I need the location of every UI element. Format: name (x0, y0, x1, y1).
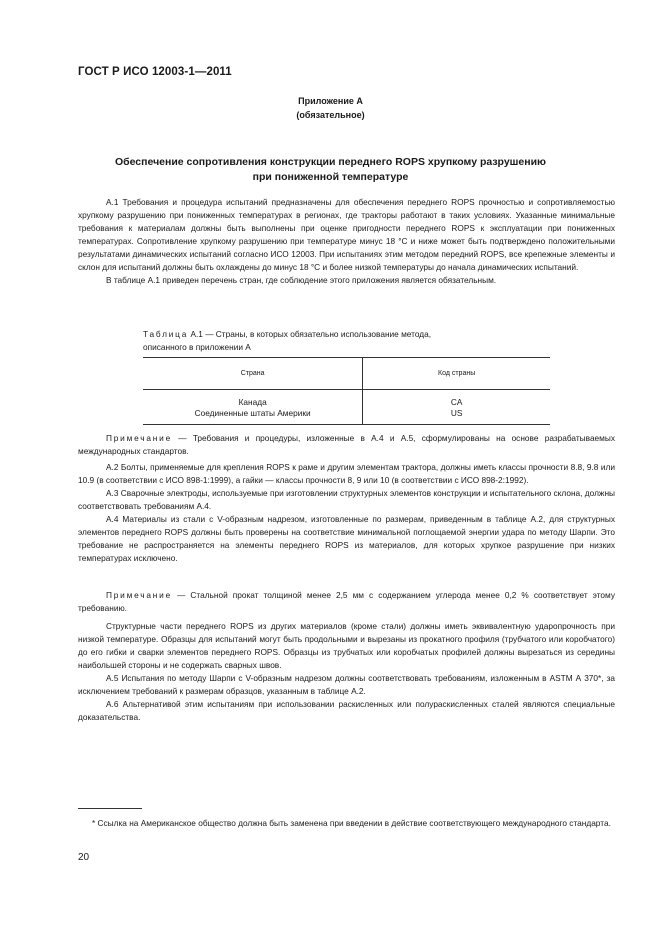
country-code-cell (363, 390, 550, 425)
table-header-row (143, 358, 550, 390)
note-2-label: Примечание (106, 590, 173, 600)
paragraph-a5: А.5 Испытания по методу Шарпи с V-образным надрезом должны соответствовать требованиям, изложенным в ASTM А 370*, за исключением требований к размерам образцов, указанным в таблице А.2. (78, 673, 615, 696)
note-1-label: Примечание (106, 433, 173, 443)
note-2 (78, 589, 615, 615)
table-row (143, 390, 550, 425)
annex-heading (0, 94, 661, 122)
column-header-country: Страна (143, 358, 363, 390)
column-header-country-code: Код страны (363, 358, 550, 390)
footnote: * Ссылка на Американское общество должна быть заменена при введении в действие соответствующего международного стандарта. (92, 818, 611, 828)
document-header-code: ГОСТ Р ИСО 12003-1—2011 (78, 66, 232, 78)
paragraph-a1: А.1 Требования и процедура испытаний предназначены для обеспечения переднего ROPS прочностью и сопротивляемостью хрупкому разрушению при пониженных температурах в регионах, где тракторы работают в таких условиях. Указанные минимальные требования к материалам должны быть выполнены при оценке пригодности переднего ROPS к эксплуатации при пониженных температурах. Сопротивление хрупкому разрушению при температуре минус 18 °С и ниже может быть подтверждено положительными результатами динамических испытаний согласно ИСО 12003. При испытаниях этим методом передний ROPS, все крепежные элементы и склон для испытаний должны быть охлаждены до минус 18 °С и более низкой температуры до начала динамических испытаний. (78, 197, 615, 272)
table-caption (143, 328, 563, 354)
table-caption-text: А.1 — Страны, в которых обязательно использование метода, (188, 329, 432, 339)
section-title-line1: Обеспечение сопротивления конструкции переднего ROPS хрупкому разрушению (114, 156, 547, 168)
body-block-notes-a2-a4 (78, 432, 615, 565)
section-title-line2: при пониженной температуре (252, 171, 409, 183)
body-block-a1 (78, 196, 615, 287)
note-2-text: — Стальной прокат толщиной менее 2,5 мм с содержанием углерода менее 0,2 % соответствует этому требованию. (78, 590, 615, 613)
body-block-note2-a6 (78, 589, 615, 724)
note-1 (78, 432, 615, 458)
annex-status: (обязательное) (296, 110, 365, 120)
paragraph-a4: А.4 Материалы из стали с V-образным надрезом, изготовленные по размерам, приведенным в таблице А.2, для структурных элементов переднего ROPS должны быть проверены на соответствие минимальной поглощаемой энергии удара по методу Шарпи. Это требование не распространяется на элементы переднего ROPS из материалов, для которых хрупкое разрушение при низких температурах исключено. (78, 514, 615, 563)
countries-table (143, 357, 550, 425)
country-name: Соединенные штаты Америки (194, 408, 311, 418)
country-code: CA (450, 397, 463, 407)
table-caption-line2: описанного в приложении А (143, 342, 251, 352)
country-name: Канада (238, 397, 267, 407)
paragraph-structural-parts: Структурные части переднего ROPS из других материалов (кроме стали) должны иметь эквивалентную ударопрочность при низкой температуре. Образцы для испытаний могут быть продольными и вырезаны из прокатного профиля (трубчатого или коробчатого) до его гибки и сварки элементов переднего ROPS. Образцы из трубчатых или коробчатых профилей должны вырезаться из середины наибольшей стороны и не содержать сварных швов. (78, 621, 615, 670)
paragraph-a3: А.3 Сварочные электроды, используемые при изготовлении структурных элементов конструкции и испытательного склона, должны соответствовать требованиям А.4. (78, 488, 615, 511)
page-number: 20 (78, 852, 90, 863)
section-title (60, 155, 601, 185)
footnote-separator (78, 808, 142, 809)
paragraph-a2: А.2 Болты, применяемые для крепления ROPS к раме и другим элементам трактора, должны иметь классы прочности 8.8, 9.8 или 10.9 (в соответствии с ИСО 898-1:1999), а гайки — классы прочности 8, 9 или 10 (в соответствии с ИСО 898-2:1992). (78, 462, 615, 485)
annex-title: Приложение А (298, 96, 363, 106)
table-caption-label: Таблица (143, 329, 189, 339)
paragraph-a1-table-reference: В таблице А.1 приведен перечень стран, где соблюдение этого приложения является обязательным. (106, 275, 497, 285)
country-code: US (450, 408, 463, 418)
note-1-text: — Требования и процедуры, изложенные в А.4 и А.5, сформулированы на основе разрабатываемых международных стандартов. (78, 433, 615, 456)
paragraph-a6: А.6 Альтернативой этим испытаниям при использовании раскисленных или полураскисленных сталей являются специальные доказательства. (78, 699, 615, 722)
country-cell (143, 390, 363, 425)
